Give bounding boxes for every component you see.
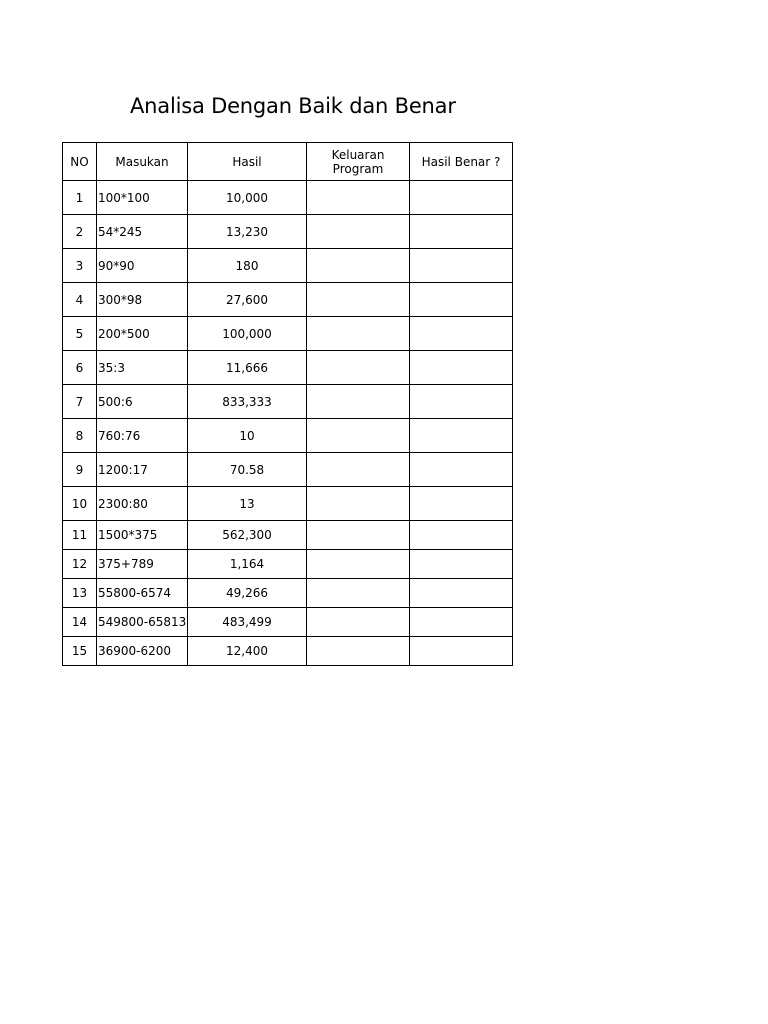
cell-keluaran[interactable] [307, 385, 410, 419]
cell-masukan[interactable]: 36900-6200 [97, 637, 188, 666]
analysis-table [62, 142, 513, 666]
cell-keluaran[interactable] [307, 453, 410, 487]
cell-no: 2 [63, 215, 97, 249]
cell-benar[interactable] [410, 550, 513, 579]
cell-benar[interactable] [410, 419, 513, 453]
cell-keluaran[interactable] [307, 249, 410, 283]
cell-masukan[interactable]: 100*100 [97, 181, 188, 215]
cell-benar[interactable] [410, 249, 513, 283]
table-row [63, 249, 513, 283]
table-row [63, 419, 513, 453]
cell-hasil[interactable]: 100,000 [188, 317, 307, 351]
cell-keluaran[interactable] [307, 283, 410, 317]
cell-no: 15 [63, 637, 97, 666]
cell-masukan[interactable]: 54*245 [97, 215, 188, 249]
cell-keluaran[interactable] [307, 181, 410, 215]
cell-benar[interactable] [410, 521, 513, 550]
cell-no: 4 [63, 283, 97, 317]
table-row [63, 579, 513, 608]
table-row [63, 215, 513, 249]
table-row [63, 521, 513, 550]
cell-hasil[interactable]: 1,164 [188, 550, 307, 579]
cell-hasil[interactable]: 70.58 [188, 453, 307, 487]
cell-keluaran[interactable] [307, 215, 410, 249]
page-title: Analisa Dengan Baik dan Benar [130, 94, 456, 118]
cell-keluaran[interactable] [307, 419, 410, 453]
cell-no: 10 [63, 487, 97, 521]
cell-hasil[interactable]: 833,333 [188, 385, 307, 419]
cell-masukan[interactable]: 55800-6574 [97, 579, 188, 608]
cell-hasil[interactable]: 10 [188, 419, 307, 453]
table-row [63, 453, 513, 487]
cell-no: 14 [63, 608, 97, 637]
table-row [63, 637, 513, 666]
cell-masukan[interactable]: 2300:80 [97, 487, 188, 521]
cell-masukan[interactable]: 200*500 [97, 317, 188, 351]
cell-no: 12 [63, 550, 97, 579]
cell-no: 11 [63, 521, 97, 550]
cell-no: 13 [63, 579, 97, 608]
header-hasil: Hasil [188, 143, 307, 181]
cell-keluaran[interactable] [307, 579, 410, 608]
cell-keluaran[interactable] [307, 637, 410, 666]
cell-masukan[interactable]: 1500*375 [97, 521, 188, 550]
cell-no: 1 [63, 181, 97, 215]
cell-masukan[interactable]: 35:3 [97, 351, 188, 385]
cell-keluaran[interactable] [307, 487, 410, 521]
cell-hasil[interactable]: 11,666 [188, 351, 307, 385]
cell-hasil[interactable]: 180 [188, 249, 307, 283]
header-keluaran-program: Keluaran Program [307, 143, 410, 181]
cell-masukan[interactable]: 300*98 [97, 283, 188, 317]
cell-benar[interactable] [410, 637, 513, 666]
cell-keluaran[interactable] [307, 521, 410, 550]
cell-benar[interactable] [410, 351, 513, 385]
cell-hasil[interactable]: 13,230 [188, 215, 307, 249]
cell-masukan[interactable]: 760:76 [97, 419, 188, 453]
cell-hasil[interactable]: 13 [188, 487, 307, 521]
table-row [63, 550, 513, 579]
cell-masukan[interactable]: 549800-65813 [97, 608, 188, 637]
cell-hasil[interactable]: 27,600 [188, 283, 307, 317]
cell-keluaran[interactable] [307, 351, 410, 385]
table-row [63, 181, 513, 215]
cell-benar[interactable] [410, 453, 513, 487]
cell-no: 9 [63, 453, 97, 487]
table-row [63, 487, 513, 521]
cell-keluaran[interactable] [307, 317, 410, 351]
cell-no: 3 [63, 249, 97, 283]
cell-benar[interactable] [410, 579, 513, 608]
table-row [63, 351, 513, 385]
header-masukan: Masukan [97, 143, 188, 181]
table-row [63, 608, 513, 637]
header-no: NO [63, 143, 97, 181]
cell-benar[interactable] [410, 317, 513, 351]
table-row [63, 317, 513, 351]
cell-hasil[interactable]: 12,400 [188, 637, 307, 666]
cell-benar[interactable] [410, 215, 513, 249]
cell-masukan[interactable]: 500:6 [97, 385, 188, 419]
table-row [63, 385, 513, 419]
cell-benar[interactable] [410, 385, 513, 419]
table-row [63, 283, 513, 317]
cell-benar[interactable] [410, 181, 513, 215]
cell-masukan[interactable]: 1200:17 [97, 453, 188, 487]
cell-benar[interactable] [410, 608, 513, 637]
cell-benar[interactable] [410, 283, 513, 317]
cell-no: 7 [63, 385, 97, 419]
cell-no: 8 [63, 419, 97, 453]
cell-hasil[interactable]: 10,000 [188, 181, 307, 215]
cell-hasil[interactable]: 49,266 [188, 579, 307, 608]
cell-benar[interactable] [410, 487, 513, 521]
cell-masukan[interactable]: 375+789 [97, 550, 188, 579]
cell-hasil[interactable]: 483,499 [188, 608, 307, 637]
cell-no: 6 [63, 351, 97, 385]
cell-masukan[interactable]: 90*90 [97, 249, 188, 283]
cell-no: 5 [63, 317, 97, 351]
cell-hasil[interactable]: 562,300 [188, 521, 307, 550]
cell-keluaran[interactable] [307, 608, 410, 637]
table-header-row [63, 143, 513, 181]
cell-keluaran[interactable] [307, 550, 410, 579]
header-hasil-benar: Hasil Benar ? [410, 143, 513, 181]
